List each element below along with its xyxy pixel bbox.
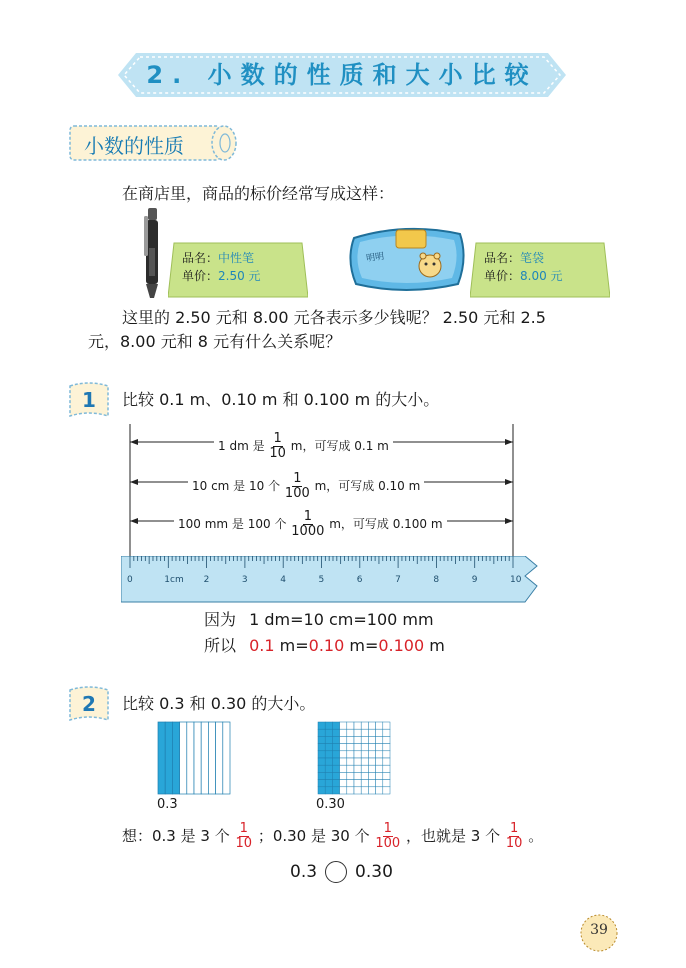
fraction-num: 1 bbox=[510, 821, 519, 836]
because-value: 1 dm=10 cm=100 mm bbox=[249, 610, 434, 629]
hundredth-cell bbox=[368, 765, 375, 772]
hundredth-cell bbox=[361, 758, 368, 765]
fraction-den: 100 bbox=[375, 836, 401, 851]
hundredth-cell bbox=[361, 729, 368, 736]
because-line bbox=[204, 606, 434, 634]
tag-pen-price-label: 单价： bbox=[182, 269, 219, 283]
hundredth-cell bbox=[376, 780, 383, 787]
hundredth-cell bbox=[318, 765, 325, 772]
hundredth-cell bbox=[325, 787, 332, 794]
fraction-den: 10 bbox=[505, 836, 523, 851]
hundredth-cell bbox=[383, 780, 390, 787]
hundredth-cell bbox=[318, 729, 325, 736]
think-c: ，也就是 3 个 bbox=[406, 827, 501, 845]
example-2-prompt: 比较 0.3 和 0.30 的大小。 bbox=[122, 694, 316, 713]
so-eq-1: m= bbox=[274, 636, 309, 655]
tag-case-name-label: 品名： bbox=[484, 251, 521, 265]
fraction-num: 1 bbox=[303, 509, 312, 524]
hundredth-cell bbox=[361, 751, 368, 758]
hundredth-cell bbox=[318, 758, 325, 765]
tenth-strip bbox=[187, 722, 194, 794]
hundredth-cell bbox=[340, 765, 347, 772]
tenth-strip bbox=[208, 722, 215, 794]
example-1-prompt: 比较 0.1 m、0.10 m 和 0.100 m 的大小。 bbox=[122, 390, 440, 409]
hundredth-cell bbox=[376, 772, 383, 779]
hundredth-cell bbox=[325, 722, 332, 729]
hundredth-cell bbox=[318, 780, 325, 787]
hundredth-cell bbox=[383, 729, 390, 736]
hundredth-cell bbox=[347, 722, 354, 729]
measure-10cm bbox=[188, 472, 424, 501]
hundredth-cell bbox=[332, 736, 339, 743]
hundredth-cell bbox=[347, 751, 354, 758]
hundredth-cell bbox=[325, 765, 332, 772]
hundredth-cell bbox=[347, 744, 354, 751]
so-value-2: 0.10 bbox=[308, 636, 345, 655]
hundredth-cell bbox=[376, 751, 383, 758]
hundredth-cell bbox=[368, 787, 375, 794]
example-1-badge: 1 bbox=[82, 388, 96, 412]
hundredth-cell bbox=[383, 772, 390, 779]
hundredth-cell bbox=[354, 736, 361, 743]
hundredth-cell bbox=[354, 787, 361, 794]
so-label: 所以 bbox=[204, 636, 237, 655]
page-title: 2. 小数的性质和大小比较 bbox=[146, 61, 538, 89]
hundredth-cell bbox=[332, 729, 339, 736]
fraction-1-1000 bbox=[291, 510, 324, 539]
tag-pen-price: 2.50 元 bbox=[218, 269, 261, 283]
hundredth-cell bbox=[347, 729, 354, 736]
pencil-case-image bbox=[346, 218, 468, 296]
hundredth-cell bbox=[340, 736, 347, 743]
hundredth-cell bbox=[354, 722, 361, 729]
so-value-3: 0.100 bbox=[378, 636, 425, 655]
compare-left: 0.3 bbox=[290, 862, 318, 882]
hundredth-cell bbox=[318, 722, 325, 729]
tenth-strip bbox=[172, 722, 179, 794]
hundredth-cell bbox=[354, 765, 361, 772]
think-d: 。 bbox=[528, 827, 544, 845]
comparison-row bbox=[290, 860, 393, 884]
hundredth-cell bbox=[354, 780, 361, 787]
fraction-num: 1 bbox=[293, 471, 302, 486]
hundredth-cell bbox=[318, 787, 325, 794]
so-line bbox=[204, 632, 445, 660]
ruler-label: 2 bbox=[203, 575, 210, 585]
hundredth-cell bbox=[340, 772, 347, 779]
hundredth-cell bbox=[383, 765, 390, 772]
hundredth-cell bbox=[376, 729, 383, 736]
hundredth-cell bbox=[383, 744, 390, 751]
measure-1dm bbox=[214, 432, 393, 461]
ruler bbox=[121, 556, 541, 604]
fraction-num: 1 bbox=[239, 821, 248, 836]
fraction-num: 1 bbox=[273, 431, 282, 446]
measure-100mm-pre: 100 mm 是 100 个 bbox=[178, 517, 287, 531]
hundredth-cell bbox=[318, 751, 325, 758]
hundredth-cell bbox=[383, 787, 390, 794]
hundredth-cell bbox=[347, 772, 354, 779]
hundredth-cell bbox=[318, 772, 325, 779]
tenths-grid bbox=[157, 721, 231, 795]
hundredth-cell bbox=[325, 751, 332, 758]
think-fraction-2 bbox=[375, 822, 400, 851]
measure-100mm bbox=[174, 510, 447, 539]
ruler-label: 4 bbox=[280, 575, 286, 585]
hundredth-cell bbox=[347, 758, 354, 765]
tag-pen-name: 中性笔 bbox=[218, 251, 255, 265]
hundredth-cell bbox=[376, 736, 383, 743]
measure-10cm-pre: 10 cm 是 10 个 bbox=[192, 479, 281, 493]
measure-10cm-post: m，可写成 0.10 m bbox=[314, 479, 421, 493]
hundredth-cell bbox=[347, 736, 354, 743]
hundredth-cell bbox=[368, 780, 375, 787]
hundredths-grid bbox=[317, 721, 391, 795]
hundredth-cell bbox=[361, 744, 368, 751]
question-line-2: 元，8.00 元和 8 元有什么关系呢？ bbox=[88, 332, 342, 351]
ruler-label: 8 bbox=[433, 575, 440, 585]
tenth-strip bbox=[165, 722, 172, 794]
price-tag-pen bbox=[168, 241, 308, 299]
comparison-circle-blank[interactable] bbox=[325, 861, 347, 883]
tag-pen-name-label: 品名： bbox=[182, 251, 219, 265]
tag-case-name: 笔袋 bbox=[520, 251, 545, 265]
hundredth-cell bbox=[340, 722, 347, 729]
hundredth-cell bbox=[368, 758, 375, 765]
measure-1dm-post: m，可写成 0.1 m bbox=[290, 439, 389, 453]
hundredth-cell bbox=[376, 765, 383, 772]
fraction-den: 1000 bbox=[291, 524, 325, 539]
hundredth-cell bbox=[383, 758, 390, 765]
hundredth-cell bbox=[368, 744, 375, 751]
hundredth-cell bbox=[347, 780, 354, 787]
fraction-den: 10 bbox=[235, 836, 253, 851]
hundredth-cell bbox=[361, 787, 368, 794]
tag-case-price-label: 单价： bbox=[484, 269, 521, 283]
ruler-label: 6 bbox=[356, 575, 363, 585]
hundredths-grid-label: 0.30 bbox=[316, 797, 345, 812]
hundredth-cell bbox=[347, 765, 354, 772]
hundredth-cell bbox=[340, 729, 347, 736]
hundredth-cell bbox=[376, 758, 383, 765]
tenth-strip bbox=[180, 722, 187, 794]
fraction-1-100 bbox=[285, 472, 310, 501]
so-eq-2: m= bbox=[344, 636, 379, 655]
ruler-label: 3 bbox=[241, 575, 248, 585]
ruler-label: 5 bbox=[318, 575, 325, 585]
hundredth-cell bbox=[383, 722, 390, 729]
think-fraction-1 bbox=[235, 822, 252, 851]
fraction-1-10 bbox=[269, 432, 286, 461]
hundredth-cell bbox=[368, 736, 375, 743]
hundredth-cell bbox=[361, 780, 368, 787]
fraction-den: 100 bbox=[284, 486, 310, 501]
tenth-strip bbox=[158, 722, 165, 794]
hundredth-cell bbox=[325, 736, 332, 743]
hundredth-cell bbox=[318, 744, 325, 751]
hundredth-cell bbox=[354, 751, 361, 758]
hundredth-cell bbox=[332, 772, 339, 779]
tenth-strip bbox=[201, 722, 208, 794]
hundredth-cell bbox=[376, 722, 383, 729]
hundredth-cell bbox=[332, 751, 339, 758]
hundredth-cell bbox=[325, 780, 332, 787]
hundredth-cell bbox=[332, 758, 339, 765]
because-label: 因为 bbox=[204, 610, 237, 629]
measure-100mm-post: m，可写成 0.100 m bbox=[329, 517, 443, 531]
hundredth-cell bbox=[340, 780, 347, 787]
section-title: 小数的性质 bbox=[84, 134, 184, 158]
hundredth-cell bbox=[354, 758, 361, 765]
hundredth-cell bbox=[383, 736, 390, 743]
intro-text: 在商店里，商品的标价经常写成这样： bbox=[122, 184, 395, 203]
tenths-grid-label: 0.3 bbox=[157, 797, 178, 812]
hundredth-cell bbox=[340, 787, 347, 794]
tenth-strip bbox=[194, 722, 201, 794]
hundredth-cell bbox=[354, 729, 361, 736]
hundredth-cell bbox=[376, 744, 383, 751]
hundredth-cell bbox=[361, 765, 368, 772]
hundredth-cell bbox=[368, 751, 375, 758]
think-b: ；0.30 是 30 个 bbox=[257, 827, 370, 845]
tenth-strip bbox=[216, 722, 223, 794]
so-value-1: 0.1 bbox=[249, 636, 275, 655]
ruler-label: 0 bbox=[127, 575, 133, 585]
ruler-label: 10 bbox=[510, 575, 522, 585]
hundredth-cell bbox=[318, 736, 325, 743]
hundredth-cell bbox=[325, 772, 332, 779]
hundredth-cell bbox=[332, 787, 339, 794]
fraction-num: 1 bbox=[383, 821, 392, 836]
hundredth-cell bbox=[325, 729, 332, 736]
hundredth-cell bbox=[325, 744, 332, 751]
hundredth-cell bbox=[368, 729, 375, 736]
example-2-badge: 2 bbox=[82, 692, 96, 716]
think-line bbox=[122, 822, 543, 851]
pencil-case-text: 明明 bbox=[365, 251, 385, 265]
hundredth-cell bbox=[354, 744, 361, 751]
think-a: 想：0.3 是 3 个 bbox=[122, 827, 230, 845]
ruler-label: 1cm bbox=[164, 575, 184, 585]
hundredth-cell bbox=[332, 780, 339, 787]
so-unit: m bbox=[424, 636, 445, 655]
page-number: 39 bbox=[590, 922, 608, 938]
ruler-label: 7 bbox=[395, 575, 401, 585]
hundredth-cell bbox=[332, 765, 339, 772]
hundredth-cell bbox=[376, 787, 383, 794]
fraction-den: 10 bbox=[269, 446, 286, 461]
price-tag-case bbox=[470, 241, 610, 299]
pen-image bbox=[140, 208, 164, 300]
hundredth-cell bbox=[368, 722, 375, 729]
hundredth-cell bbox=[361, 736, 368, 743]
hundredth-cell bbox=[347, 787, 354, 794]
question-line-1: 这里的 2.50 元和 8.00 元各表示多少钱呢？ 2.50 元和 2.5 bbox=[122, 308, 546, 327]
hundredth-cell bbox=[340, 751, 347, 758]
hundredth-cell bbox=[368, 772, 375, 779]
hundredth-cell bbox=[361, 722, 368, 729]
ruler-label: 9 bbox=[471, 575, 478, 585]
hundredth-cell bbox=[354, 772, 361, 779]
hundredth-cell bbox=[340, 744, 347, 751]
think-fraction-3 bbox=[506, 822, 523, 851]
compare-right: 0.30 bbox=[355, 862, 393, 882]
hundredth-cell bbox=[332, 744, 339, 751]
tag-case-price: 8.00 元 bbox=[520, 269, 563, 283]
tenth-strip bbox=[223, 722, 230, 794]
hundredth-cell bbox=[332, 722, 339, 729]
hundredth-cell bbox=[325, 758, 332, 765]
measure-1dm-pre: 1 dm 是 bbox=[218, 439, 265, 453]
hundredth-cell bbox=[383, 751, 390, 758]
hundredth-cell bbox=[361, 772, 368, 779]
hundredth-cell bbox=[340, 758, 347, 765]
